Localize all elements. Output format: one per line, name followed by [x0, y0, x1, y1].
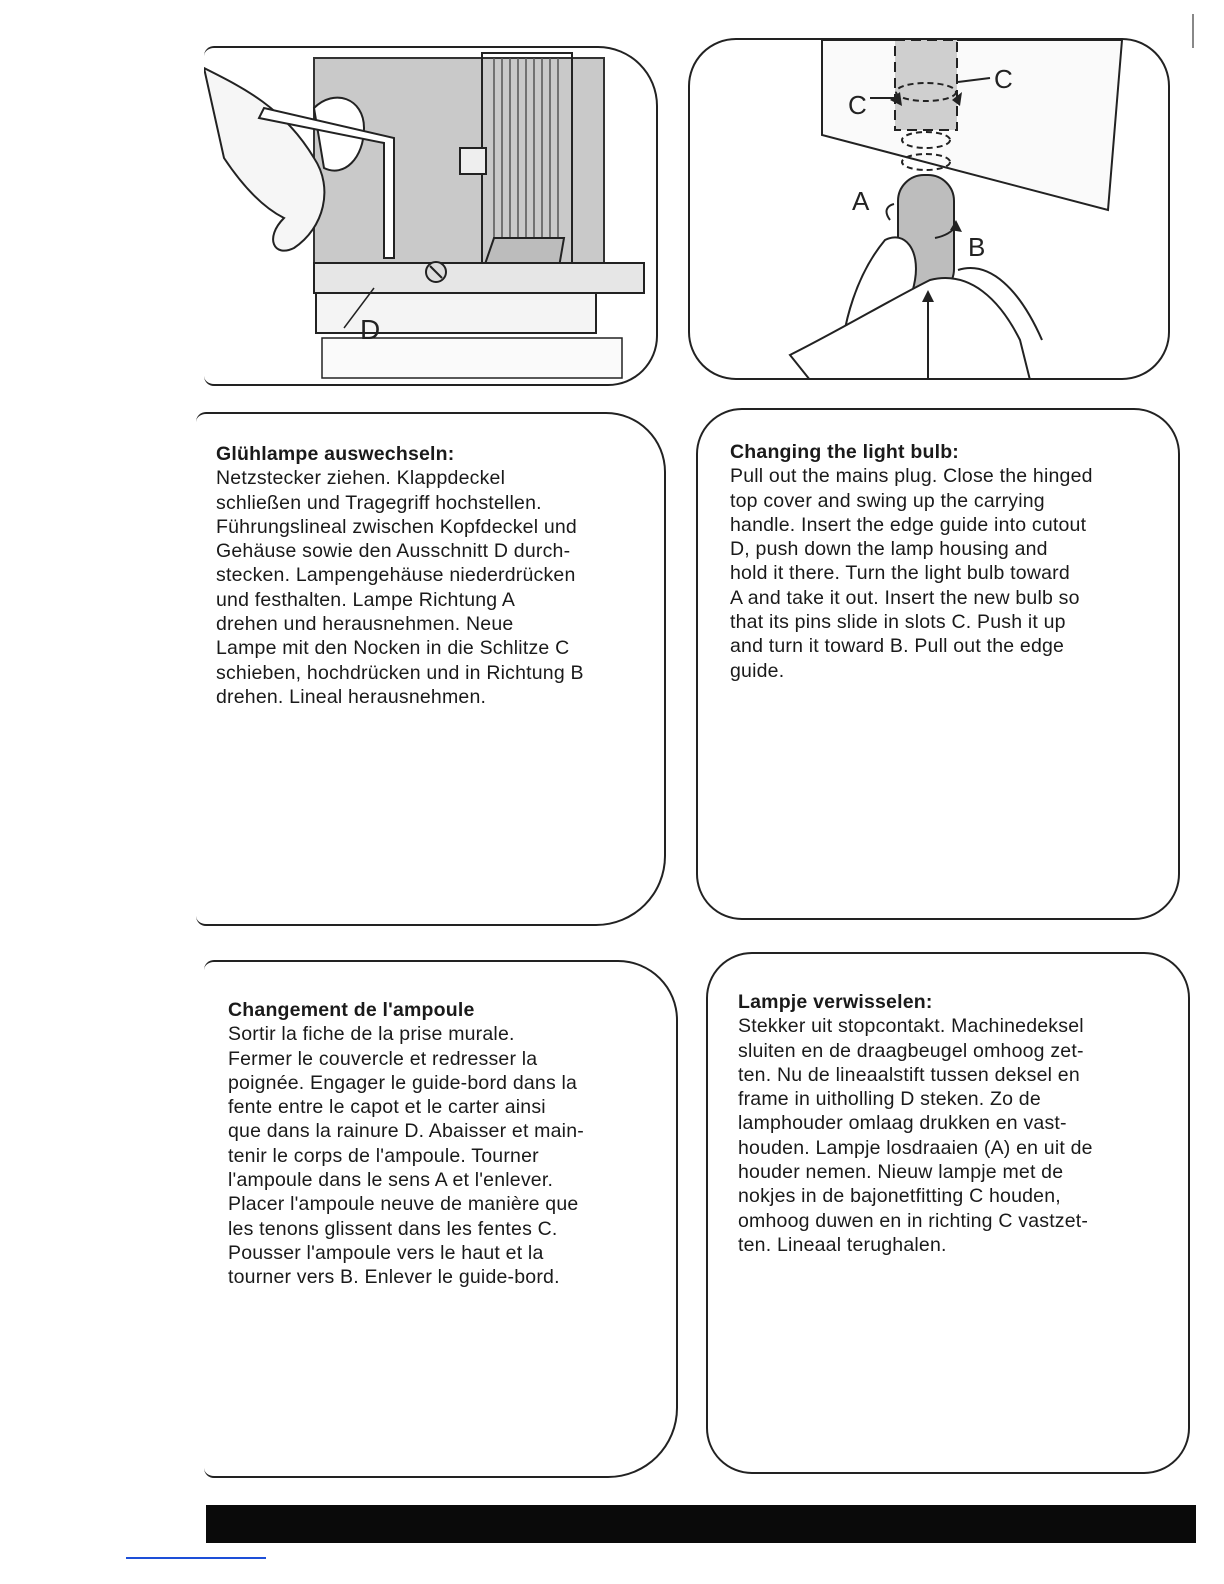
english-line: hold it there. Turn the light bulb toward: [730, 562, 1070, 585]
label-c-left: C: [848, 90, 867, 120]
label-d: D: [360, 314, 381, 345]
dutch-line: ten. Lineaal terughalen.: [738, 1233, 947, 1256]
french-instructions-box: [204, 960, 678, 1478]
dutch-instructions: [738, 990, 1170, 1257]
english-heading: Changing the light bulb:: [730, 441, 960, 463]
bottom-bar: [206, 1505, 1196, 1543]
german-instructions-box: [196, 412, 666, 926]
hex-key-in-cutout-illustration: [204, 48, 658, 386]
label-b: B: [968, 232, 986, 262]
german-line: Netzstecker ziehen. Klappdeckel: [216, 467, 506, 490]
german-line: Führungslineal zwischen Kopfdeckel und: [216, 515, 577, 538]
dutch-line: Stekker uit stopcontakt. Machinedeksel: [738, 1015, 1084, 1038]
german-line: Lampe mit den Nocken in die Schlitze C: [216, 637, 570, 660]
dutch-line: lamphouder omlaag drukken en vast-: [738, 1112, 1067, 1135]
english-line: handle. Insert the edge guide into cutout: [730, 513, 1087, 536]
english-line: that its pins slide in slots C. Push it up: [730, 611, 1066, 634]
french-instructions: [228, 998, 658, 1290]
corner-line: [126, 1557, 266, 1559]
english-instructions-box: [696, 408, 1180, 920]
dutch-line: houden. Lampje losdraaien (A) en uit de: [738, 1136, 1093, 1159]
german-line: schieben, hochdrücken und in Richtung B: [216, 661, 584, 684]
dutch-line: houder nemen. Nieuw lampje met de: [738, 1161, 1064, 1184]
bulb-illustration: [690, 40, 1170, 380]
illustration-panel-right: [688, 38, 1170, 380]
illustration-panel-left: [204, 46, 658, 386]
german-heading: Glühlampe auswechseln:: [216, 443, 455, 465]
german-line: Gehäuse sowie den Ausschnitt D durch-: [216, 540, 571, 563]
french-line: l'ampoule dans le sens A et l'enlever.: [228, 1169, 554, 1192]
german-line: drehen und herausnehmen. Neue: [216, 613, 514, 636]
french-line: Sortir la fiche de la prise murale.: [228, 1023, 515, 1046]
french-line: Pousser l'ampoule vers le haut et la: [228, 1241, 544, 1264]
french-line: poignée. Engager le guide-bord dans la: [228, 1071, 578, 1094]
light-bulb-replacement-illustration: [690, 40, 1170, 380]
edge-mark: [1192, 14, 1194, 48]
english-instructions: [730, 440, 1160, 683]
german-line: und festhalten. Lampe Richtung A: [216, 588, 516, 611]
english-line: top cover and swing up the carrying: [730, 489, 1045, 512]
dutch-line: ten. Nu de lineaalstift tussen deksel en: [738, 1063, 1080, 1086]
french-heading: Changement de l'ampoule: [228, 999, 475, 1021]
german-line: drehen. Lineal herausnehmen.: [216, 685, 487, 708]
french-line: tenir le corps de l'ampoule. Tourner: [228, 1144, 539, 1167]
german-line: stecken. Lampengehäuse niederdrücken: [216, 564, 576, 587]
label-c-right: C: [994, 64, 1013, 94]
french-line: que dans la rainure D. Abaisser et main-: [228, 1120, 584, 1143]
dutch-heading: Lampje verwisselen:: [738, 991, 933, 1013]
french-line: fente entre le capot et le carter ainsi: [228, 1096, 546, 1119]
dutch-instructions-box: [706, 952, 1190, 1474]
german-instructions: [216, 442, 646, 709]
english-line: and turn it toward B. Pull out the edge: [730, 635, 1065, 658]
hex-key-illustration: [204, 48, 658, 386]
english-line: guide.: [730, 659, 785, 682]
dutch-line: omhoog duwen en in richting C vastzet-: [738, 1209, 1089, 1232]
french-line: les tenons glissent dans les fentes C.: [228, 1217, 558, 1240]
french-line: Placer l'ampoule neuve de manière que: [228, 1193, 579, 1216]
english-line: Pull out the mains plug. Close the hinged: [730, 465, 1093, 488]
french-line: tourner vers B. Enlever le guide-bord.: [228, 1266, 560, 1289]
dutch-line: frame in uitholling D steken. Zo de: [738, 1088, 1041, 1111]
dutch-line: nokjes in de bajonetfitting C houden,: [738, 1185, 1061, 1208]
english-line: D, push down the lamp housing and: [730, 538, 1048, 561]
label-a: A: [852, 186, 870, 216]
english-line: A and take it out. Insert the new bulb so: [730, 586, 1080, 609]
dutch-line: sluiten en de draagbeugel omhoog zet-: [738, 1039, 1084, 1062]
french-line: Fermer le couvercle et redresser la: [228, 1047, 538, 1070]
german-line: schließen und Tragegriff hochstellen.: [216, 491, 542, 514]
